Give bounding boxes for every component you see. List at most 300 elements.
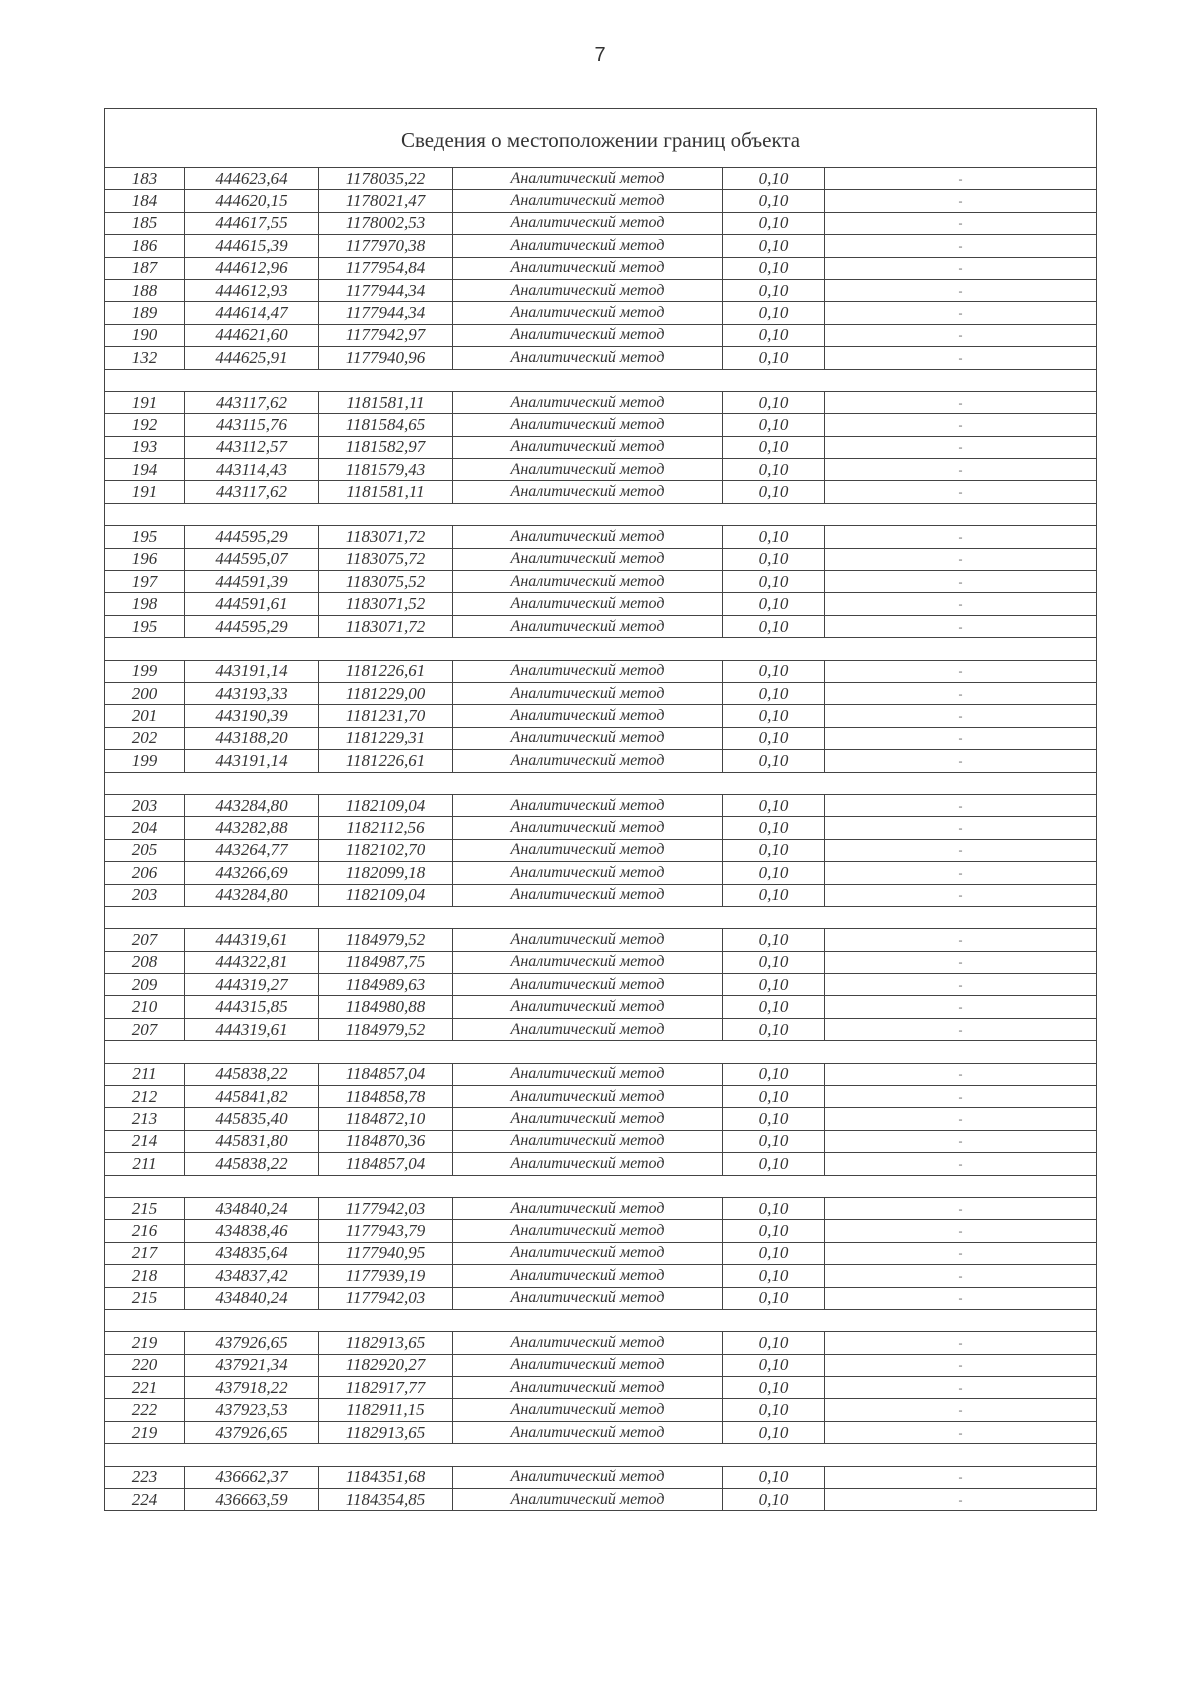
table-row [105,1130,1097,1152]
x-coordinate-cell: 443264,77 [185,839,319,861]
x-coordinate-cell: 437926,65 [185,1421,319,1443]
method-cell: Аналитический метод [453,1153,723,1175]
point-number-cell: 185 [105,212,185,234]
table-row [105,1220,1097,1242]
separator-row [105,369,1097,391]
table-row [105,839,1097,861]
description-cell: - [825,660,1097,682]
table-row [105,436,1097,458]
method-cell: Аналитический метод [453,190,723,212]
accuracy-cell: 0,10 [723,391,825,413]
separator-cell [105,772,1097,794]
table-row [105,705,1097,727]
y-coordinate-cell: 1183071,52 [319,593,453,615]
point-number-cell: 219 [105,1332,185,1354]
accuracy-cell: 0,10 [723,1265,825,1287]
description-cell: - [825,817,1097,839]
method-cell: Аналитический метод [453,750,723,772]
y-coordinate-cell: 1184979,52 [319,929,453,951]
accuracy-cell: 0,10 [723,571,825,593]
y-coordinate-cell: 1182917,77 [319,1377,453,1399]
table-row [105,571,1097,593]
separator-cell [105,1041,1097,1063]
method-cell: Аналитический метод [453,929,723,951]
table-row [105,1265,1097,1287]
table-row [105,459,1097,481]
separator-row [105,1175,1097,1197]
method-cell: Аналитический метод [453,279,723,301]
method-cell: Аналитический метод [453,571,723,593]
method-cell: Аналитический метод [453,996,723,1018]
table-row [105,817,1097,839]
method-cell: Аналитический метод [453,1399,723,1421]
point-number-cell: 209 [105,974,185,996]
x-coordinate-cell: 443193,33 [185,682,319,704]
accuracy-cell: 0,10 [723,817,825,839]
description-cell: - [825,1242,1097,1264]
x-coordinate-cell: 444617,55 [185,212,319,234]
y-coordinate-cell: 1183071,72 [319,615,453,637]
table-row [105,1153,1097,1175]
method-cell: Аналитический метод [453,168,723,190]
x-coordinate-cell: 434840,24 [185,1197,319,1219]
method-cell: Аналитический метод [453,817,723,839]
y-coordinate-cell: 1178002,53 [319,212,453,234]
y-coordinate-cell: 1184857,04 [319,1153,453,1175]
accuracy-cell: 0,10 [723,951,825,973]
y-coordinate-cell: 1184987,75 [319,951,453,973]
table-row [105,1354,1097,1376]
separator-cell [105,503,1097,525]
accuracy-cell: 0,10 [723,660,825,682]
table-row [105,1399,1097,1421]
description-cell: - [825,257,1097,279]
description-cell: - [825,750,1097,772]
y-coordinate-cell: 1178021,47 [319,190,453,212]
x-coordinate-cell: 444322,81 [185,951,319,973]
x-coordinate-cell: 444315,85 [185,996,319,1018]
table-row [105,615,1097,637]
separator-row [105,1444,1097,1466]
y-coordinate-cell: 1181226,61 [319,660,453,682]
x-coordinate-cell: 445835,40 [185,1108,319,1130]
point-number-cell: 214 [105,1130,185,1152]
point-number-cell: 190 [105,324,185,346]
description-cell: - [825,1354,1097,1376]
point-number-cell: 204 [105,817,185,839]
table-row [105,168,1097,190]
x-coordinate-cell: 437926,65 [185,1332,319,1354]
table-row [105,279,1097,301]
description-cell: - [825,1489,1097,1511]
x-coordinate-cell: 443117,62 [185,481,319,503]
x-coordinate-cell: 445841,82 [185,1086,319,1108]
accuracy-cell: 0,10 [723,593,825,615]
point-number-cell: 208 [105,951,185,973]
y-coordinate-cell: 1182913,65 [319,1332,453,1354]
accuracy-cell: 0,10 [723,526,825,548]
x-coordinate-cell: 445831,80 [185,1130,319,1152]
description-cell: - [825,481,1097,503]
y-coordinate-cell: 1184980,88 [319,996,453,1018]
method-cell: Аналитический метод [453,660,723,682]
x-coordinate-cell: 436662,37 [185,1466,319,1488]
description-cell: - [825,727,1097,749]
point-number-cell: 192 [105,414,185,436]
method-cell: Аналитический метод [453,324,723,346]
separator-row [105,1041,1097,1063]
accuracy-cell: 0,10 [723,1018,825,1040]
accuracy-cell: 0,10 [723,1421,825,1443]
y-coordinate-cell: 1184858,78 [319,1086,453,1108]
table-row [105,1018,1097,1040]
accuracy-cell: 0,10 [723,862,825,884]
x-coordinate-cell: 443190,39 [185,705,319,727]
y-coordinate-cell: 1181584,65 [319,414,453,436]
accuracy-cell: 0,10 [723,1220,825,1242]
x-coordinate-cell: 443282,88 [185,817,319,839]
x-coordinate-cell: 434838,46 [185,1220,319,1242]
separator-row [105,638,1097,660]
y-coordinate-cell: 1184872,10 [319,1108,453,1130]
x-coordinate-cell: 443117,62 [185,391,319,413]
y-coordinate-cell: 1183075,52 [319,571,453,593]
accuracy-cell: 0,10 [723,750,825,772]
table-row [105,481,1097,503]
table-title: Сведения о местоположении границ объекта [105,109,1097,168]
table-row [105,750,1097,772]
point-number-cell: 221 [105,1377,185,1399]
x-coordinate-cell: 444620,15 [185,190,319,212]
point-number-cell: 216 [105,1220,185,1242]
x-coordinate-cell: 443266,69 [185,862,319,884]
point-number-cell: 219 [105,1421,185,1443]
description-cell: - [825,168,1097,190]
x-coordinate-cell: 444319,61 [185,929,319,951]
description-cell: - [825,571,1097,593]
method-cell: Аналитический метод [453,1287,723,1309]
method-cell: Аналитический метод [453,257,723,279]
x-coordinate-cell: 436663,59 [185,1489,319,1511]
point-number-cell: 188 [105,279,185,301]
x-coordinate-cell: 444625,91 [185,347,319,369]
x-coordinate-cell: 443191,14 [185,750,319,772]
y-coordinate-cell: 1177942,03 [319,1287,453,1309]
point-number-cell: 222 [105,1399,185,1421]
table-row [105,324,1097,346]
y-coordinate-cell: 1177954,84 [319,257,453,279]
point-number-cell: 215 [105,1197,185,1219]
table-row [105,212,1097,234]
separator-cell [105,1309,1097,1331]
accuracy-cell: 0,10 [723,794,825,816]
point-number-cell: 195 [105,526,185,548]
x-coordinate-cell: 445838,22 [185,1063,319,1085]
y-coordinate-cell: 1181226,61 [319,750,453,772]
table-row [105,235,1097,257]
method-cell: Аналитический метод [453,459,723,481]
point-number-cell: 191 [105,481,185,503]
description-cell: - [825,974,1097,996]
description-cell: - [825,682,1097,704]
y-coordinate-cell: 1184989,63 [319,974,453,996]
method-cell: Аналитический метод [453,1197,723,1219]
table-row [105,884,1097,906]
point-number-cell: 199 [105,660,185,682]
method-cell: Аналитический метод [453,974,723,996]
table-row [105,1332,1097,1354]
description-cell: - [825,1153,1097,1175]
method-cell: Аналитический метод [453,727,723,749]
point-number-cell: 186 [105,235,185,257]
table-row [105,660,1097,682]
method-cell: Аналитический метод [453,302,723,324]
separator-cell [105,638,1097,660]
accuracy-cell: 0,10 [723,974,825,996]
description-cell: - [825,951,1097,973]
point-number-cell: 210 [105,996,185,1018]
method-cell: Аналитический метод [453,1130,723,1152]
y-coordinate-cell: 1184870,36 [319,1130,453,1152]
description-cell: - [825,1197,1097,1219]
y-coordinate-cell: 1184979,52 [319,1018,453,1040]
y-coordinate-cell: 1181581,11 [319,481,453,503]
method-cell: Аналитический метод [453,548,723,570]
description-cell: - [825,548,1097,570]
accuracy-cell: 0,10 [723,436,825,458]
method-cell: Аналитический метод [453,1421,723,1443]
separator-row [105,503,1097,525]
x-coordinate-cell: 444621,60 [185,324,319,346]
separator-row [105,772,1097,794]
x-coordinate-cell: 443191,14 [185,660,319,682]
description-cell: - [825,1063,1097,1085]
table-row [105,951,1097,973]
y-coordinate-cell: 1178035,22 [319,168,453,190]
method-cell: Аналитический метод [453,1018,723,1040]
description-cell: - [825,1421,1097,1443]
point-number-cell: 184 [105,190,185,212]
accuracy-cell: 0,10 [723,727,825,749]
accuracy-cell: 0,10 [723,1108,825,1130]
point-number-cell: 203 [105,884,185,906]
description-cell: - [825,705,1097,727]
method-cell: Аналитический метод [453,951,723,973]
separator-row [105,906,1097,928]
method-cell: Аналитический метод [453,862,723,884]
y-coordinate-cell: 1183075,72 [319,548,453,570]
description-cell: - [825,1265,1097,1287]
accuracy-cell: 0,10 [723,884,825,906]
accuracy-cell: 0,10 [723,1332,825,1354]
x-coordinate-cell: 434837,42 [185,1265,319,1287]
x-coordinate-cell: 444319,27 [185,974,319,996]
point-number-cell: 213 [105,1108,185,1130]
method-cell: Аналитический метод [453,1242,723,1264]
point-number-cell: 195 [105,615,185,637]
table-title-row [105,109,1097,168]
y-coordinate-cell: 1177944,34 [319,302,453,324]
y-coordinate-cell: 1181229,31 [319,727,453,749]
table-row [105,1287,1097,1309]
y-coordinate-cell: 1177939,19 [319,1265,453,1287]
accuracy-cell: 0,10 [723,235,825,257]
x-coordinate-cell: 445838,22 [185,1153,319,1175]
description-cell: - [825,929,1097,951]
point-number-cell: 189 [105,302,185,324]
description-cell: - [825,414,1097,436]
method-cell: Аналитический метод [453,391,723,413]
accuracy-cell: 0,10 [723,347,825,369]
point-number-cell: 203 [105,794,185,816]
description-cell: - [825,884,1097,906]
table-body [105,109,1097,1511]
accuracy-cell: 0,10 [723,414,825,436]
x-coordinate-cell: 443112,57 [185,436,319,458]
point-number-cell: 218 [105,1265,185,1287]
accuracy-cell: 0,10 [723,1466,825,1488]
table-row [105,1242,1097,1264]
accuracy-cell: 0,10 [723,168,825,190]
accuracy-cell: 0,10 [723,705,825,727]
y-coordinate-cell: 1181231,70 [319,705,453,727]
description-cell: - [825,1220,1097,1242]
table-row [105,1063,1097,1085]
y-coordinate-cell: 1181229,00 [319,682,453,704]
y-coordinate-cell: 1184351,68 [319,1466,453,1488]
table-row [105,974,1097,996]
table-row [105,526,1097,548]
point-number-cell: 191 [105,391,185,413]
description-cell: - [825,996,1097,1018]
method-cell: Аналитический метод [453,347,723,369]
description-cell: - [825,436,1097,458]
description-cell: - [825,391,1097,413]
description-cell: - [825,1108,1097,1130]
accuracy-cell: 0,10 [723,548,825,570]
method-cell: Аналитический метод [453,1377,723,1399]
table-row [105,414,1097,436]
description-cell: - [825,212,1097,234]
y-coordinate-cell: 1181581,11 [319,391,453,413]
x-coordinate-cell: 444591,61 [185,593,319,615]
method-cell: Аналитический метод [453,615,723,637]
description-cell: - [825,1086,1097,1108]
table-row [105,190,1097,212]
method-cell: Аналитический метод [453,593,723,615]
accuracy-cell: 0,10 [723,996,825,1018]
point-number-cell: 187 [105,257,185,279]
x-coordinate-cell: 437918,22 [185,1377,319,1399]
table-row [105,1489,1097,1511]
point-number-cell: 217 [105,1242,185,1264]
y-coordinate-cell: 1182099,18 [319,862,453,884]
accuracy-cell: 0,10 [723,615,825,637]
y-coordinate-cell: 1182911,15 [319,1399,453,1421]
x-coordinate-cell: 443284,80 [185,794,319,816]
x-coordinate-cell: 444614,47 [185,302,319,324]
description-cell: - [825,190,1097,212]
point-number-cell: 223 [105,1466,185,1488]
description-cell: - [825,839,1097,861]
separator-cell [105,369,1097,391]
y-coordinate-cell: 1177942,03 [319,1197,453,1219]
accuracy-cell: 0,10 [723,481,825,503]
y-coordinate-cell: 1184857,04 [319,1063,453,1085]
point-number-cell: 201 [105,705,185,727]
accuracy-cell: 0,10 [723,1377,825,1399]
y-coordinate-cell: 1182109,04 [319,794,453,816]
table-row [105,1086,1097,1108]
y-coordinate-cell: 1182913,65 [319,1421,453,1443]
point-number-cell: 206 [105,862,185,884]
description-cell: - [825,279,1097,301]
separator-row [105,1309,1097,1331]
y-coordinate-cell: 1182109,04 [319,884,453,906]
description-cell: - [825,794,1097,816]
y-coordinate-cell: 1177943,79 [319,1220,453,1242]
point-number-cell: 194 [105,459,185,481]
description-cell: - [825,324,1097,346]
method-cell: Аналитический метод [453,705,723,727]
point-number-cell: 202 [105,727,185,749]
separator-cell [105,906,1097,928]
table-row [105,1197,1097,1219]
description-cell: - [825,347,1097,369]
table-row [105,548,1097,570]
accuracy-cell: 0,10 [723,1354,825,1376]
y-coordinate-cell: 1184354,85 [319,1489,453,1511]
point-number-cell: 207 [105,1018,185,1040]
accuracy-cell: 0,10 [723,929,825,951]
description-cell: - [825,1377,1097,1399]
table-row [105,682,1097,704]
table-row [105,257,1097,279]
accuracy-cell: 0,10 [723,302,825,324]
description-cell: - [825,1130,1097,1152]
y-coordinate-cell: 1181582,97 [319,436,453,458]
accuracy-cell: 0,10 [723,1153,825,1175]
x-coordinate-cell: 443284,80 [185,884,319,906]
x-coordinate-cell: 434840,24 [185,1287,319,1309]
description-cell: - [825,526,1097,548]
method-cell: Аналитический метод [453,436,723,458]
method-cell: Аналитический метод [453,526,723,548]
description-cell: - [825,593,1097,615]
x-coordinate-cell: 444591,39 [185,571,319,593]
accuracy-cell: 0,10 [723,839,825,861]
table-row [105,347,1097,369]
y-coordinate-cell: 1183071,72 [319,526,453,548]
point-number-cell: 193 [105,436,185,458]
table-row [105,302,1097,324]
point-number-cell: 205 [105,839,185,861]
x-coordinate-cell: 444615,39 [185,235,319,257]
method-cell: Аналитический метод [453,1108,723,1130]
point-number-cell: 200 [105,682,185,704]
description-cell: - [825,459,1097,481]
accuracy-cell: 0,10 [723,1489,825,1511]
page-number: 7 [594,44,606,66]
y-coordinate-cell: 1177940,96 [319,347,453,369]
table-row [105,391,1097,413]
x-coordinate-cell: 444612,93 [185,279,319,301]
point-number-cell: 196 [105,548,185,570]
point-number-cell: 197 [105,571,185,593]
y-coordinate-cell: 1181579,43 [319,459,453,481]
method-cell: Аналитический метод [453,1063,723,1085]
x-coordinate-cell: 443115,76 [185,414,319,436]
